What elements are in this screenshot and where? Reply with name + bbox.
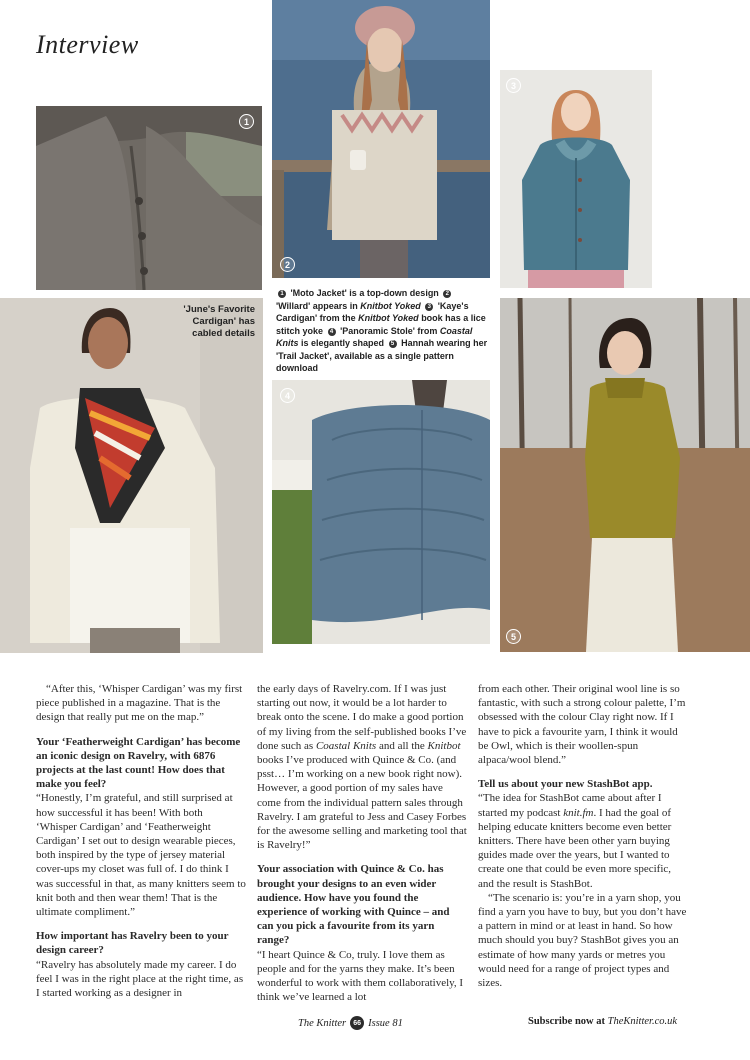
subscribe-text: Subscribe now at xyxy=(528,1016,606,1027)
photo-kayes-cardigan xyxy=(500,70,652,288)
question: Your association with Quince & Co. has brought your designs to an even wider audience. How have you found the experience of working with Quince – and can you pick a favourite from its yarn range? xyxy=(257,863,450,947)
question: How important has Ravelry been to your design career? xyxy=(36,930,229,957)
photo-trail-jacket xyxy=(500,298,750,652)
answer: “Honestly, I’m grateful, and still surprised at how successful it has been! With both ‘Whisper Cardigan’ and ‘Featherweight Cardigan’ I set out to design wearable pieces, both inspired by the type of jersey material cover-ups my closet was full of. I do think I was successful in that, as many knitters seem to knit both and then wear them! That is the ultimate compliment.” xyxy=(36,792,246,919)
photo-number-badge: 5 xyxy=(506,629,521,644)
question-answer xyxy=(36,735,246,920)
question: Your ‘Featherweight Cardigan’ has become an iconic design on Ravelry, with 6876 projects at the last count! How does that make you feel? xyxy=(36,735,241,791)
photo-number-badge: 4 xyxy=(280,388,295,403)
section-title: Interview xyxy=(36,30,139,59)
photo-moto-jacket xyxy=(36,106,262,290)
question-answer xyxy=(257,862,467,1004)
subscribe-footer xyxy=(528,1016,677,1027)
photo-number-badge: 2 xyxy=(280,257,295,272)
website-link[interactable]: TheKnitter.co.uk xyxy=(607,1016,678,1027)
magazine-footer xyxy=(298,1016,403,1030)
question-answer xyxy=(36,929,246,1000)
photo-junes-cardigan xyxy=(0,298,263,653)
caption-number: 2 xyxy=(443,290,451,298)
page-number: 66 xyxy=(350,1016,364,1030)
paragraph: the early days of Ravelry.com. If I was just starting out now, it would be a lot harder to break onto the scene. I do make a good portion of my living from the self-published books I’ve done such as Coastal Knits and all the Knitbot books I’ve produced with Quince & Co. (and psst… I’m working on a new book right now). However, a good portion of my sales have come from the individual pattern sales through Ravelry. I am grateful to Jess and Casey Forbes for the awesome selling and marketing tool that is Ravelry!” xyxy=(257,683,467,852)
question-answer: Tell us about your new StashBot app. “The idea for StashBot came about after I started my podcast knit.fm. I had the goal of helping educate knitters become even better knitters. There have been other yarn buying guides made over the years, but I wanted to create one that could be even more specific, and the result is StashBot. xyxy=(478,777,688,891)
photo-number-badge: 1 xyxy=(239,114,254,129)
photo-number-badge: 3 xyxy=(506,78,521,93)
issue-number: Issue 81 xyxy=(368,1017,403,1029)
caption-number: 5 xyxy=(389,340,397,348)
photo-captions: 1 'Moto Jacket' is a top-down design 2 'Willard' appears in Knitbot Yoked 3 'Kaye's Cardigan' from the Knitbot Yoked book has a lice stitch yoke 4 'Panoramic Stole' from Coastal Knits is elegantly shaped 5 Hannah wearing her 'Trail Jacket', available as a single pattern download xyxy=(276,288,488,373)
answer: “Ravelry has absolutely made my career. I do feel I was in the right place at the right time, as I started working as a designer in xyxy=(36,958,244,1000)
caption-number: 1 xyxy=(278,290,286,298)
photo-willard-sweater xyxy=(272,0,490,278)
paragraph: from each other. Their original wool line is so fantastic, with such a strong colour palette, I’m obsessed with the colour Clay right now. If I have to pick a favourite yarn, I think it would be Owl, which is their woollen-spun alpaca/wool blend.” xyxy=(478,683,686,767)
article-column-3 xyxy=(478,682,688,990)
question: Tell us about your new StashBot app. xyxy=(478,778,653,791)
photo-panoramic-stole xyxy=(272,380,490,644)
article-column-1 xyxy=(36,682,246,1000)
junes-cardigan-caption: 'June's Favorite Cardigan' has cabled details xyxy=(183,304,255,339)
article-column-2 xyxy=(257,682,467,1004)
paragraph: “The scenario is: you’re in a yarn shop, you find a yarn you have to buy, but you don’t have a pattern in mind or at least in hand. So how much should you buy? StashBot gives you an estimate of how many yards or metres you would need for a range of project types and sizes. xyxy=(478,891,687,990)
magazine-name: The Knitter xyxy=(298,1017,347,1029)
paragraph: “After this, ‘Whisper Cardigan’ was my first piece published in a magazine. That is the design that really put me on the map.” xyxy=(36,683,243,724)
caption-number: 3 xyxy=(425,303,433,311)
caption-number: 4 xyxy=(328,328,336,336)
answer: “I heart Quince & Co, truly. I love them as people and for the yarns they make. It’s been wonderful to work with them collaboratively, I think we’ve learned a lot xyxy=(257,948,464,1004)
